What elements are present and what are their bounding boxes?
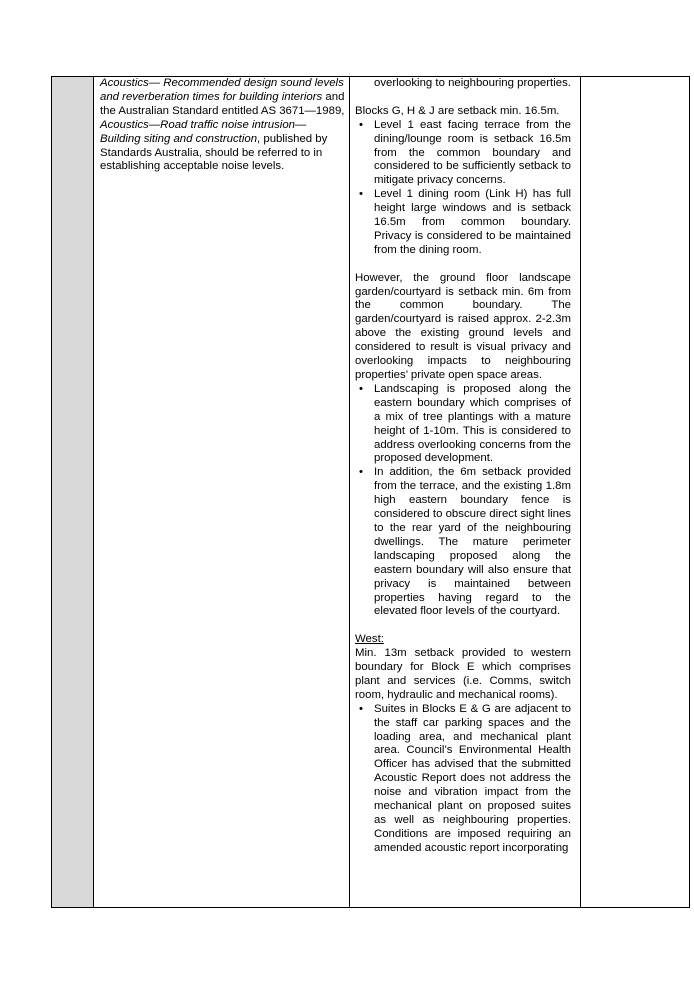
requirement-text: Acoustics— Recommended design sound levels and reverberation times for building interiors and the Australian Standard entitled AS 3671—1989, Acoustics—Road traffic noise intrusion— Building siting and construction, published by Standards Australia, should be referred to in establishing acceptable noise levels.: [100, 77, 345, 173]
requirement-column: [100, 77, 346, 174]
assessment-column: [355, 77, 571, 856]
west-paragraph: Min. 13m setback provided to western boundary for Block E which comprises plant and services (i.e. Comms, switch room, hydraulic and mechanical rooms).: [355, 647, 571, 701]
however-list: [355, 383, 571, 619]
blocks-list: [355, 119, 571, 258]
list-item: • In addition, the 6m setback provided from the terrace, and the existing 1.8m high eastern boundary fence is considered to obscure direct sight lines to the rear yard of the neighbouring dwellings. The mature perimeter landscaping proposed along the eastern boundary will also ensure that privacy is maintained between properties having regard to the elevated floor levels of the courtyard.: [355, 466, 571, 619]
list-item: • Suites in Blocks E & G are adjacent to the staff car parking spaces and the loading area, and mechanical plant area. Council’s Environmental Health Officer has advised that the submitted Acoustic Report does not address the noise and vibration impact from the mechanical plant on proposed suites as well as neighbouring properties. Conditions are imposed requiring an amended acoustic report incorporating: [355, 703, 571, 856]
list-item: • Landscaping is proposed along the eastern boundary which comprises of a mix of tree plantings with a mature height of 1-10m. This is considered to address overlooking concerns from the proposed development.: [355, 383, 571, 466]
however-paragraph: However, the ground floor landscape garden/courtyard is setback min. 6m from the common boundary. The garden/courtyard is raised approx. 2-2.3m above the existing ground levels and considered to result is visual privacy and overlooking impacts to neighbouring properties’ private open space areas.: [355, 271, 571, 381]
column-divider: [349, 77, 350, 907]
west-heading: West:: [355, 633, 384, 646]
assessment-table: [51, 76, 690, 908]
west-list: [355, 703, 571, 856]
list-item: • Level 1 east facing terrace from the dining/lounge room is setback 16.5m from the common boundary and considered to be sufficiently setback to mitigate privacy concerns.: [355, 119, 571, 189]
list-item: • Level 1 dining room (Link H) has full height large windows and is setback 16.5m from common boundary. Privacy is considered to be maintained from the dining room.: [355, 188, 571, 258]
continued-text: overlooking to neighbouring properties.: [374, 77, 571, 89]
blocks-heading: Blocks G, H & J are setback min. 16.5m.: [355, 104, 560, 117]
column-divider: [580, 77, 581, 907]
shaded-column: [52, 77, 94, 907]
